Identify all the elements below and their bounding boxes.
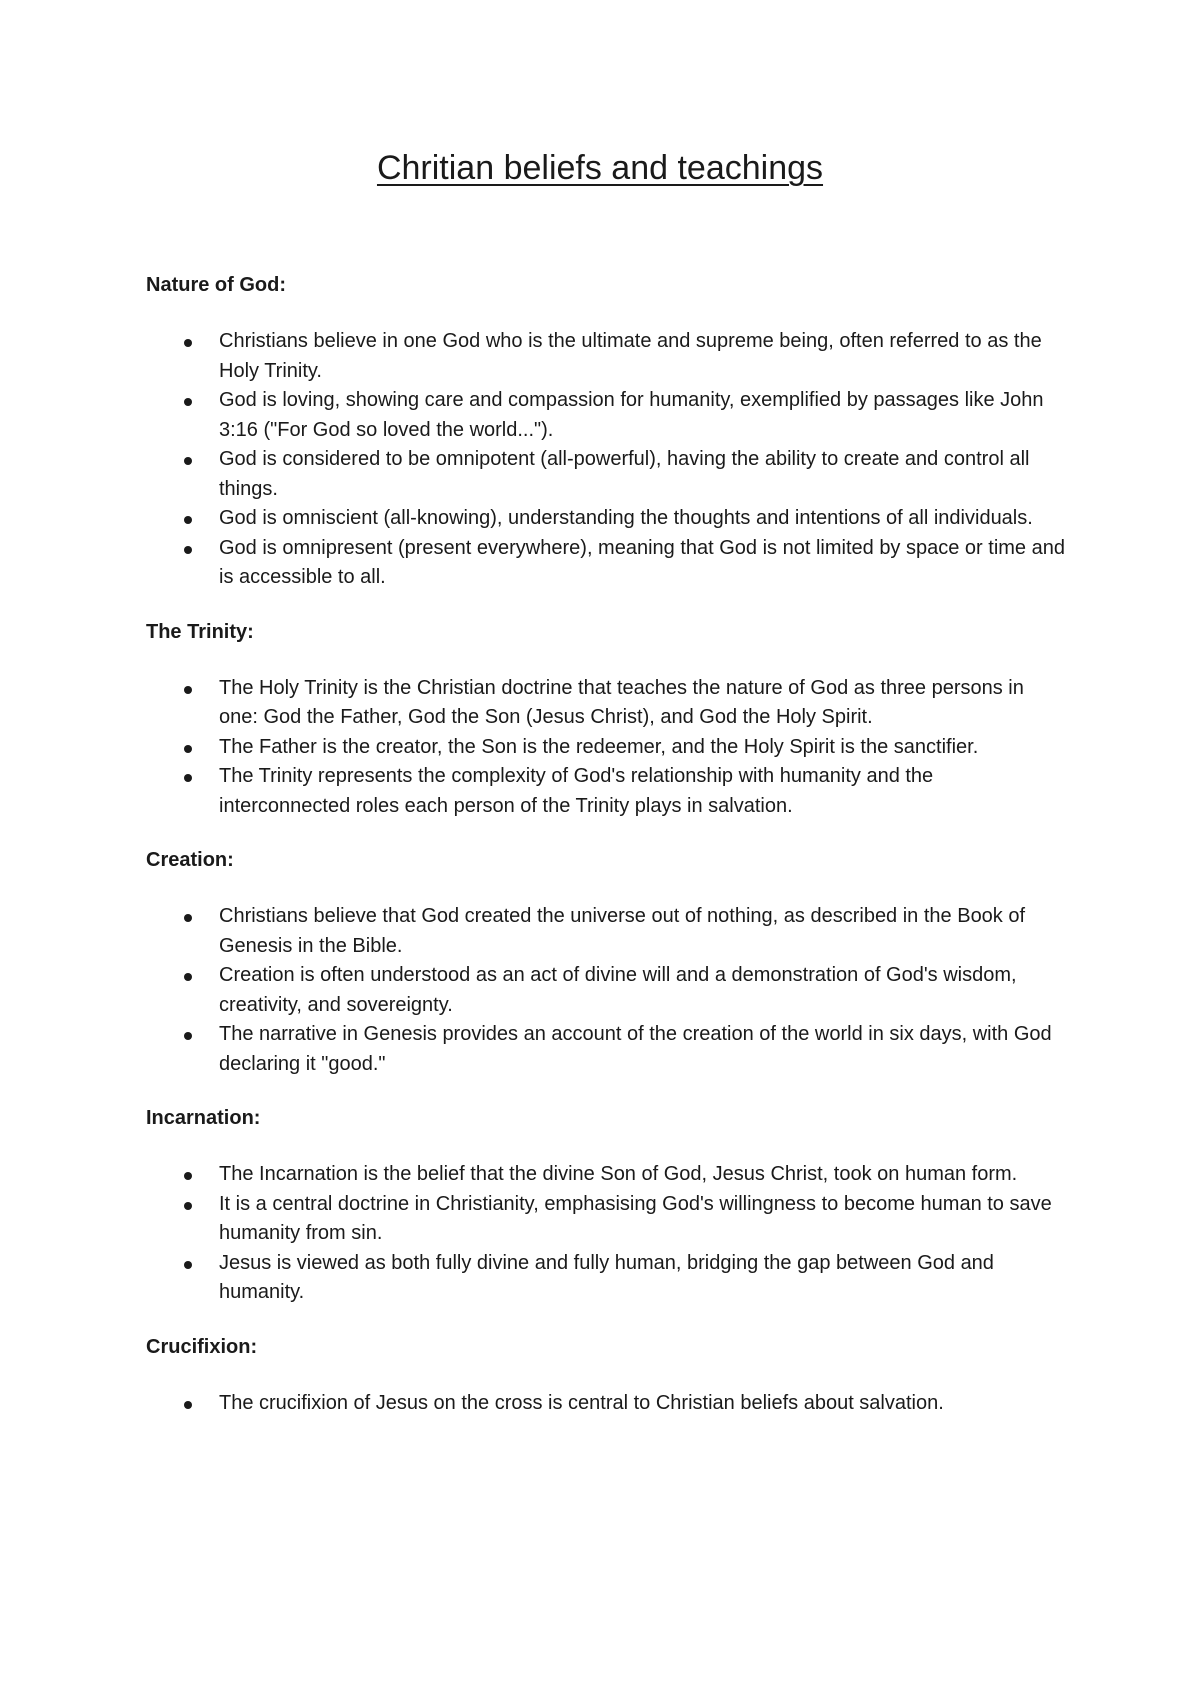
section-nature-of-god (146, 270, 1066, 593)
list-item (146, 1389, 1066, 1419)
list-item-text: God is considered to be omnipotent (all-powerful), having the ability to create and control all things. (219, 448, 1030, 500)
list-item (146, 386, 1066, 445)
bullet-list (146, 674, 1066, 822)
list-item-text: It is a central doctrine in Christianity, emphasising God's willingness to become human to save humanity from sin. (219, 1192, 1052, 1244)
bullet-icon (184, 686, 192, 694)
list-item (146, 1190, 1066, 1249)
bullet-icon (184, 745, 192, 753)
section-incarnation (146, 1103, 1066, 1308)
list-item (146, 327, 1066, 386)
list-item (146, 1249, 1066, 1308)
list-item (146, 733, 1066, 763)
list-item (146, 1160, 1066, 1190)
section-heading: Crucifixion: (146, 1335, 258, 1358)
bullet-list (146, 902, 1066, 1079)
list-item-text: Christians believe that God created the universe out of nothing, as described in the Book of Genesis in the Bible. (219, 905, 1026, 957)
bullet-icon (184, 339, 192, 347)
bullet-icon (184, 516, 192, 524)
list-item-text: God is omnipresent (present everywhere), meaning that God is not limited by space or time and is accessible to all. (219, 536, 1065, 588)
bullet-icon (184, 398, 192, 406)
bullet-icon (184, 1261, 192, 1269)
list-item (146, 762, 1066, 821)
section-creation (146, 845, 1066, 1079)
list-item (146, 534, 1066, 593)
list-item (146, 961, 1066, 1020)
document-title: Chritian beliefs and teachings (376, 149, 824, 187)
bullet-list (146, 1389, 1066, 1419)
list-item-text: The Holy Trinity is the Christian doctrine that teaches the nature of God as three persons in one: God the Father, God the Son (Jesus Christ), and God the Holy Spirit. (219, 676, 1024, 728)
section-heading: The Trinity: (146, 620, 254, 643)
list-item (146, 902, 1066, 961)
bullet-icon (184, 1032, 192, 1040)
bullet-icon (184, 546, 192, 554)
bullet-icon (184, 457, 192, 465)
bullet-icon (184, 914, 192, 922)
section-heading: Nature of God: (146, 274, 286, 296)
section-heading: Incarnation: (146, 1107, 261, 1129)
list-item-text: The Father is the creator, the Son is the redeemer, and the Holy Spirit is the sanctifier. (219, 735, 979, 758)
list-item-text: Jesus is viewed as both fully divine and fully human, bridging the gap between God and humanity. (219, 1251, 994, 1303)
section-the-trinity (146, 617, 1066, 822)
bullet-list (146, 1160, 1066, 1308)
bullet-icon (184, 774, 192, 782)
bullet-list (146, 327, 1066, 593)
list-item-text: God is omniscient (all-knowing), understanding the thoughts and intentions of all individuals. (219, 507, 1033, 529)
list-item-text: The Trinity represents the complexity of God's relationship with humanity and the interconnected roles each person of the Trinity plays in salvation. (219, 765, 934, 817)
bullet-icon (184, 973, 192, 981)
bullet-icon (184, 1401, 192, 1409)
list-item-text: The crucifixion of Jesus on the cross is central to Christian beliefs about salvation. (219, 1391, 944, 1414)
section-heading: Creation: (146, 849, 234, 871)
bullet-icon (184, 1202, 192, 1210)
document-body (146, 270, 1066, 1418)
list-item (146, 674, 1066, 733)
bullet-icon (184, 1172, 192, 1180)
list-item-text: God is loving, showing care and compassion for humanity, exemplified by passages like John 3:16 ("For God so loved the world..."). (219, 389, 1044, 441)
list-item (146, 1020, 1066, 1079)
list-item-text: Creation is often understood as an act of divine will and a demonstration of God's wisdom, creativity, and sovereignty. (219, 964, 1017, 1016)
list-item-text: The Incarnation is the belief that the divine Son of God, Jesus Christ, took on human form. (219, 1163, 1018, 1185)
list-item (146, 504, 1066, 534)
list-item (146, 445, 1066, 504)
list-item-text: The narrative in Genesis provides an account of the creation of the world in six days, with God declaring it "good." (219, 1023, 1052, 1075)
list-item-text: Christians believe in one God who is the ultimate and supreme being, often referred to as the Holy Trinity. (219, 330, 1042, 382)
section-crucifixion (146, 1332, 1066, 1419)
